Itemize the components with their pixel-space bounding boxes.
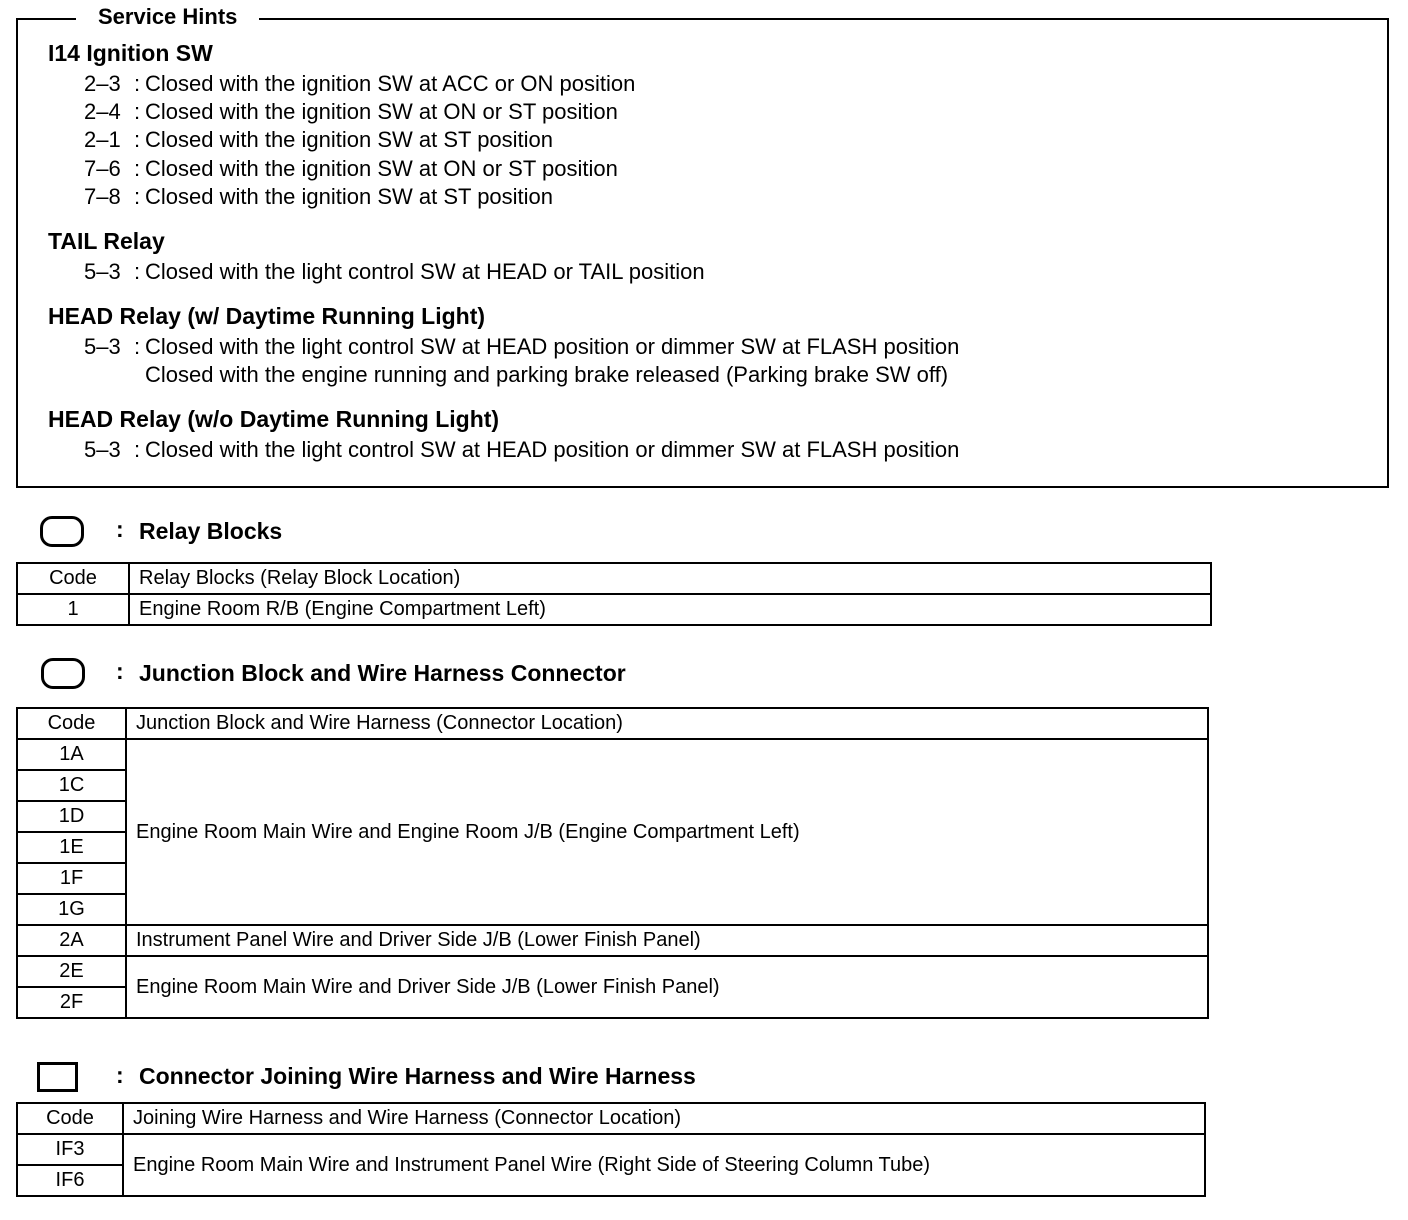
table-row (17, 925, 1208, 956)
table-cell-code: IF6 (17, 1165, 123, 1196)
hint-separator: : (134, 259, 141, 284)
table-row (17, 739, 1208, 770)
hint-group-title-head-relay-drl: HEAD Relay (w/ Daytime Running Light) (48, 303, 486, 329)
hint-term: 5–3 (84, 334, 121, 359)
hint-separator: : (134, 437, 141, 462)
junction-blocks-title: Junction Block and Wire Harness Connector (139, 660, 626, 686)
table-header-code: Code (17, 563, 129, 594)
hint-text: Closed with the light control SW at HEAD position or dimmer SW at FLASH position (145, 437, 960, 462)
table-cell-code: 1C (17, 770, 126, 801)
hint-term: 2–4 (84, 99, 121, 124)
hint-term: 7–8 (84, 184, 121, 209)
junction-block-symbol-icon (41, 658, 85, 689)
service-hints-title: Service Hints (76, 4, 259, 30)
table-header-row (17, 708, 1208, 739)
hint-line (84, 184, 553, 210)
table-header-row (17, 563, 1211, 594)
hint-line (84, 127, 553, 153)
junction-blocks-table (16, 707, 1209, 1019)
hint-text: Closed with the ignition SW at ON or ST position (145, 99, 618, 124)
relay-block-symbol-icon (40, 516, 84, 547)
table-row (17, 956, 1208, 987)
table-row (17, 594, 1211, 625)
table-cell-desc: Engine Room Main Wire and Instrument Panel Wire (Right Side of Steering Column Tube) (123, 1134, 1205, 1196)
table-cell-code: 1 (17, 594, 129, 625)
table-cell-desc: Engine Room R/B (Engine Compartment Left) (129, 594, 1211, 625)
hint-separator: : (134, 334, 141, 359)
relay-blocks-title: Relay Blocks (139, 518, 283, 544)
hint-term: 2–3 (84, 71, 121, 96)
hint-line (84, 71, 635, 97)
table-header-desc: Junction Block and Wire Harness (Connector Location) (126, 708, 1208, 739)
hint-separator: : (134, 184, 141, 209)
hint-separator: : (134, 71, 141, 96)
table-cell-code: 2A (17, 925, 126, 956)
connectors-table (16, 1102, 1206, 1197)
hint-text: Closed with the ignition SW at ACC or ON position (145, 71, 636, 96)
hint-separator: : (134, 99, 141, 124)
hint-line (84, 156, 618, 182)
table-cell-code: 1D (17, 801, 126, 832)
table-cell-code: 2F (17, 987, 126, 1018)
table-cell-code: 1F (17, 863, 126, 894)
hint-continuation-line: Closed with the engine running and parking brake released (Parking brake SW off) (145, 362, 949, 387)
connector-symbol-icon (37, 1062, 78, 1092)
table-cell-desc: Engine Room Main Wire and Engine Room J/B (Engine Compartment Left) (126, 739, 1208, 925)
legend-colon: : (116, 658, 124, 684)
legend-colon: : (116, 516, 124, 542)
hint-term: 5–3 (84, 259, 121, 284)
table-cell-code: 1G (17, 894, 126, 925)
hint-term: 2–1 (84, 127, 121, 152)
table-cell-desc: Instrument Panel Wire and Driver Side J/B (Lower Finish Panel) (126, 925, 1208, 956)
table-header-row (17, 1103, 1205, 1134)
table-header-desc: Relay Blocks (Relay Block Location) (129, 563, 1211, 594)
table-row (17, 1134, 1205, 1165)
hint-text: Closed with the light control SW at HEAD position or dimmer SW at FLASH position (145, 334, 960, 359)
table-cell-code: IF3 (17, 1134, 123, 1165)
hint-text: Closed with the ignition SW at ON or ST position (145, 156, 618, 181)
legend-colon: : (116, 1062, 124, 1088)
table-cell-code: 2E (17, 956, 126, 987)
table-cell-desc: Engine Room Main Wire and Driver Side J/B (Lower Finish Panel) (126, 956, 1208, 1018)
hint-term: 5–3 (84, 437, 121, 462)
hint-term: 7–6 (84, 156, 121, 181)
hint-line (84, 334, 959, 360)
hint-group-title-head-relay-no-drl: HEAD Relay (w/o Daytime Running Light) (48, 406, 500, 432)
hint-text: Closed with the ignition SW at ST position (145, 184, 554, 209)
hint-line (84, 99, 618, 125)
hint-line (84, 437, 959, 463)
hint-text: Closed with the light control SW at HEAD or TAIL position (145, 259, 705, 284)
table-header-code: Code (17, 1103, 123, 1134)
table-header-desc: Joining Wire Harness and Wire Harness (Connector Location) (123, 1103, 1205, 1134)
hint-text: Closed with the ignition SW at ST position (145, 127, 554, 152)
hint-separator: : (134, 127, 141, 152)
table-cell-code: 1A (17, 739, 126, 770)
hint-separator: : (134, 156, 141, 181)
hint-group-title-ignition-sw: I14 Ignition SW (48, 40, 213, 66)
hint-line (84, 259, 705, 285)
connectors-title: Connector Joining Wire Harness and Wire Harness (139, 1063, 696, 1089)
table-cell-code: 1E (17, 832, 126, 863)
hint-group-title-tail-relay: TAIL Relay (48, 228, 165, 254)
relay-blocks-table (16, 562, 1212, 626)
table-header-code: Code (17, 708, 126, 739)
